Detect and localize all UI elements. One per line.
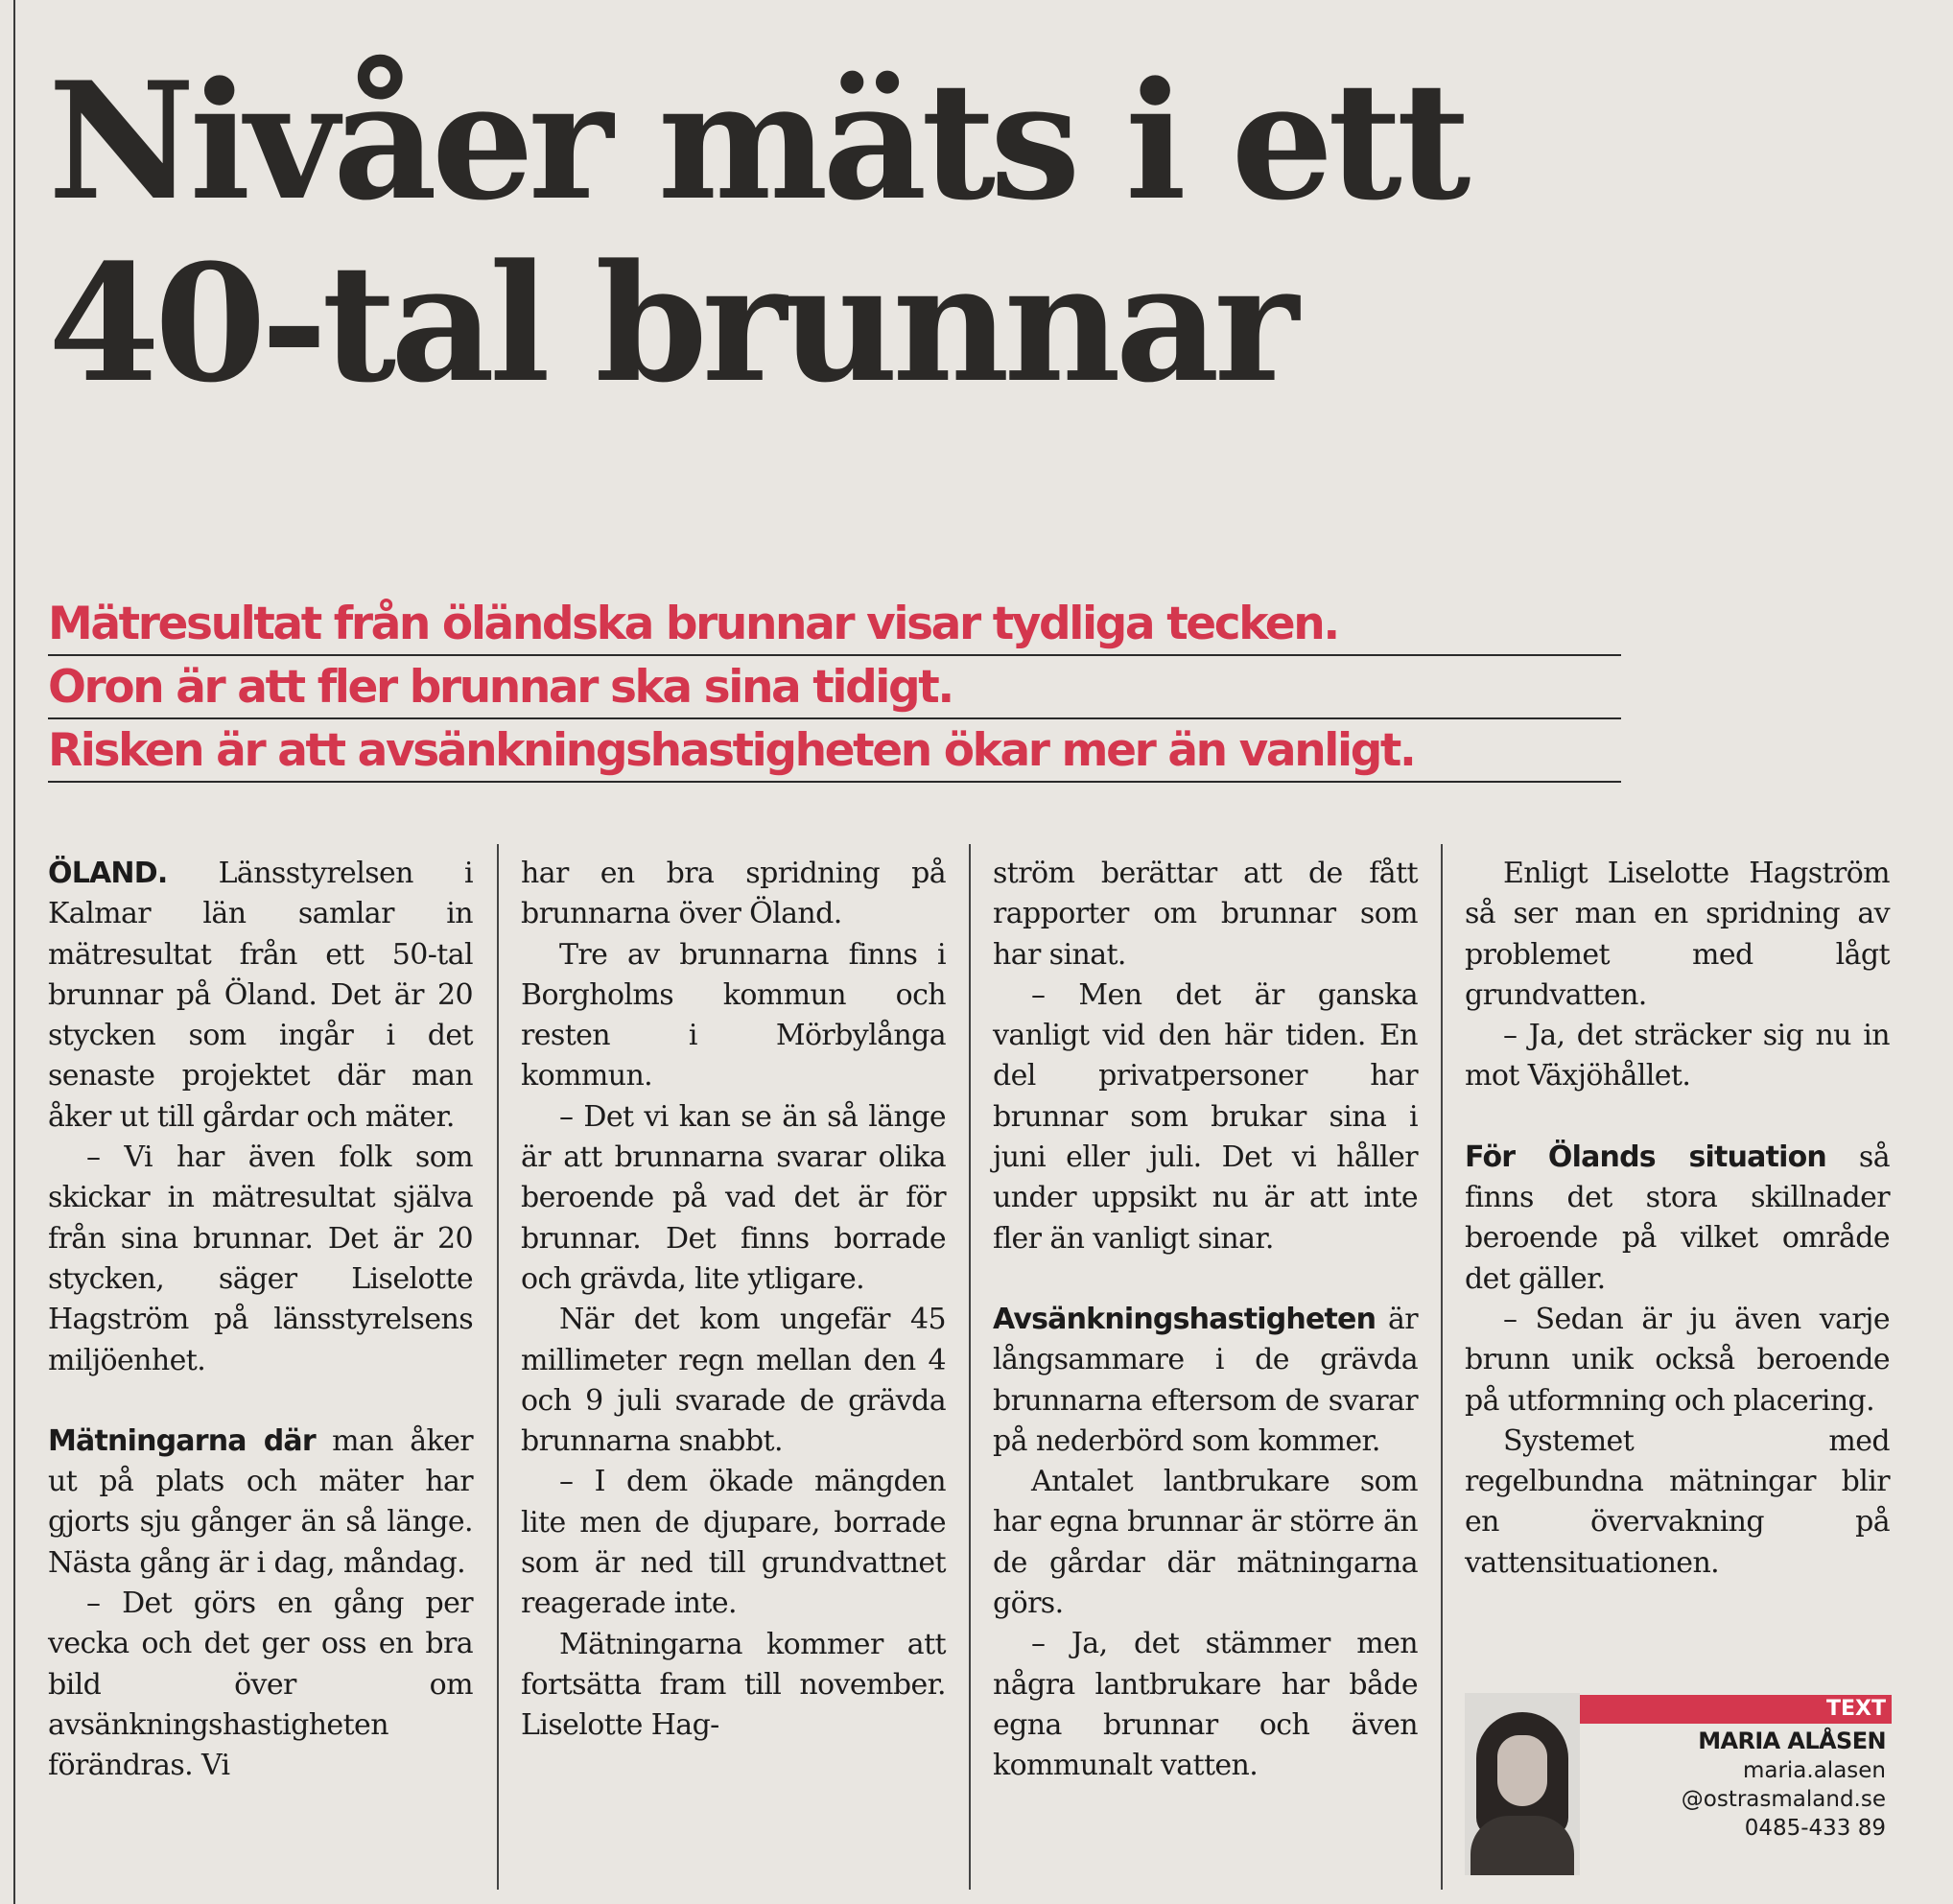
paragraph: Tre av brunnarna finns i Borgholms kommun och resten i Mörbylånga kommun. [521,937,946,1093]
byline-tag: TEXT [1580,1695,1892,1724]
paragraph: – Sedan är ju även varje brunn unik också beroende på utformning och placering. [1465,1302,1890,1418]
paragraph: har en bra spridning på brunnarna över Öland. [521,857,946,931]
headline [48,46,1890,418]
paragraph: Avsänkningshastigheten är långsammare i de grävda brunnarna eftersom de svarar på nederbörd som kommer. [993,1302,1418,1458]
deck-line-1: Mätresultat från öländska brunnar visar tydliga tecken. [48,593,1621,656]
dateline: ÖLAND. [48,857,168,890]
paragraph: För Ölands situation så finns det stora skillnader beroende på vilket område det gäller. [1465,1140,1890,1296]
article-column-2 [521,854,946,1870]
paragraph: – Det görs en gång per vecka och det ger oss en bra bild över om avsänkningshastigheten förändras. Vi [48,1587,473,1783]
byline-box [1465,1693,1892,1885]
column-divider [969,844,971,1890]
deck [48,593,1698,783]
subhead: Mätningarna där [48,1423,316,1458]
paragraph: – Ja, det sträcker sig nu in mot Växjöhållet. [1465,1019,1890,1093]
paragraph: Systemet med regelbundna mätningar blir en övervakning på vattensituationen. [1465,1423,1890,1580]
paragraph: Enligt Liselotte Hagström så ser man en spridning av problemet med lågt grundvatten. [1465,857,1890,1012]
headline-line-1: Nivåer mäts i ett [48,46,1466,236]
author-photo [1465,1693,1580,1875]
paragraph: – Det vi kan se än så länge är att brunnarna svarar olika beroende på vad det är för brunnar. Det finns borrade och grävda, lite ytligare. [521,1099,946,1296]
paragraph: ström berättar att de fått rapporter om brunnar som har sinat. [993,857,1418,972]
subhead: För Ölands situation [1465,1140,1826,1174]
article-column-1 [48,854,473,1870]
paragraph: – Vi har även folk som skickar in mätresultat själva från sina brunnar. Det är 20 stycken, säger Liselotte Hagström på länsstyrelsens miljöenhet. [48,1140,473,1377]
paragraph: – Ja, det stämmer men några lantbrukare har både egna brunnar och även kommunalt vatten. [993,1627,1418,1783]
article-column-3 [993,854,1418,1870]
paragraph: – I dem ökade mängden lite men de djupare, borrade som är ned till grundvattnet reagerade inte. [521,1465,946,1621]
author-email-domain: @ostrasmaland.se [1681,1787,1886,1812]
paragraph: Antalet lantbrukare som har egna brunnar är större än de gårdar där mätningarna görs. [993,1465,1418,1621]
paragraph: ÖLAND. Länsstyrelsen i Kalmar län samlar in mätresultat från ett 50-tal brunnar på Öland. Det är 20 stycken som ingår i det senaste projektet där man åker ut till gårdar och mäter. [48,857,473,1134]
left-margin-rule [13,0,15,1904]
deck-line-3: Risken är att avsänkningshastigheten ökar mer än vanligt. [48,719,1621,783]
column-divider [497,844,499,1890]
headline-line-2: 40-tal brunnar [48,228,1294,418]
author-phone: 0485-433 89 [1744,1816,1886,1841]
author-name: MARIA ALÅSEN [1698,1728,1886,1754]
author-email-user: maria.alasen [1742,1758,1886,1783]
paragraph: Mätningarna kommer att fortsätta fram till november. Liselotte Hag- [521,1627,946,1743]
column-divider [1441,844,1443,1890]
paragraph: – Men det är ganska vanligt vid den här tiden. En del privatpersoner har brunnar som brukar sina i juni eller juli. Det vi håller under uppsikt nu är att inte fler än vanligt sinar. [993,977,1418,1256]
subhead: Avsänkningshastigheten [993,1302,1377,1336]
paragraph: När det kom ungefär 45 millimeter regn mellan den 4 och 9 juli svarade de grävda brunnarna snabbt. [521,1303,946,1459]
paragraph: Mätningarna där man åker ut på plats och mäter har gjorts sju gånger än så länge. Nästa gång är i dag, måndag. [48,1423,473,1580]
deck-line-2: Oron är att fler brunnar ska sina tidigt. [48,656,1621,719]
